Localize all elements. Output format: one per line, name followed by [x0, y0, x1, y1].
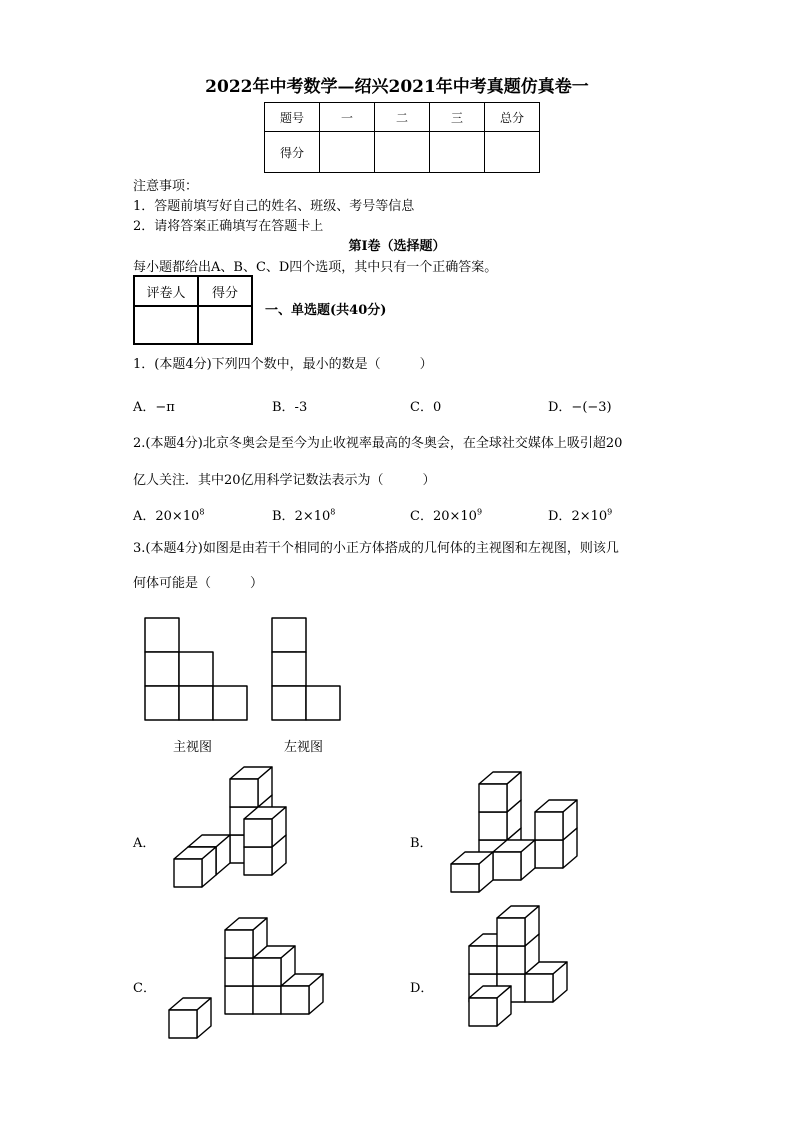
option-label: A．: [133, 509, 156, 524]
part-title: 第I卷（选择题）: [348, 239, 446, 254]
question-1-stem: 1．(本题4分)下列四个数中，最小的数是（ ）: [133, 357, 433, 372]
front-view-label: 主视图: [173, 740, 213, 755]
score-header-cell: 三: [430, 103, 485, 132]
option-exponent: 8: [330, 507, 336, 517]
option-exponent: 8: [199, 507, 205, 517]
option-base: 20×10: [155, 509, 200, 524]
option-label: D．: [548, 509, 572, 524]
option-base: 2×10: [294, 509, 331, 524]
note-item: 1．答题前填写好自己的姓名、班级、考号等信息: [133, 199, 415, 214]
question-2-stem-cont: 亿人关注．其中20亿用科学记数法表示为（ ）: [133, 473, 436, 488]
left-view-label: 左视图: [284, 740, 324, 755]
cube: [469, 986, 511, 1026]
grader-header-cell: 评卷人: [134, 276, 198, 306]
option-base: 2×10: [571, 509, 608, 524]
note-item: 2．请将答案正确填写在答题卡上: [133, 219, 324, 234]
question-3-stem: 3.(本题4分)如图是由若干个相同的小正方体搭成的几何体的主视图和左视图，则该几: [133, 541, 619, 556]
question-2-stem: 2.(本题4分)北京冬奥会是至今为止收视率最高的冬奥会，在全球社交媒体上吸引超20: [133, 436, 623, 451]
score-header-cell: 一: [320, 103, 375, 132]
option-base: 20×10: [432, 509, 477, 524]
section-title: 一、单选题(共40分): [265, 303, 387, 318]
q3-option-d-label: D．: [410, 981, 434, 996]
q1-option-d: D．−(−3): [548, 400, 612, 415]
q3-option-a-label: A．: [133, 836, 156, 851]
question-3-stem-cont: 何体可能是（ ）: [133, 576, 264, 591]
notes-heading: 注意事项：: [133, 179, 199, 194]
score-header-cell: 二: [375, 103, 430, 132]
option-label: C．: [410, 509, 433, 524]
q3-option-c-label: C．: [133, 981, 156, 996]
option-label: B．: [272, 509, 295, 524]
score-header-cell: 题号: [265, 103, 320, 132]
q1-option-b: B．-3: [272, 400, 308, 415]
option-exponent: 9: [476, 507, 483, 517]
score-header-cell: 总分: [485, 103, 540, 132]
score-row-label: 得分: [265, 132, 320, 173]
q1-option-c: C．0: [410, 400, 442, 415]
grader-header-cell: 得分: [198, 276, 252, 306]
page-title: 2022年中考数学—绍兴2021年中考真题仿真卷一: [205, 77, 589, 97]
cube: [497, 906, 539, 946]
option-exponent: 9: [607, 507, 613, 517]
q1-option-a: A．−π: [133, 400, 175, 415]
part-instruction: 每小题都给出A、B、C、D四个选项，其中只有一个正确答案。: [133, 260, 498, 275]
q3-option-b-label: B．: [410, 836, 433, 851]
